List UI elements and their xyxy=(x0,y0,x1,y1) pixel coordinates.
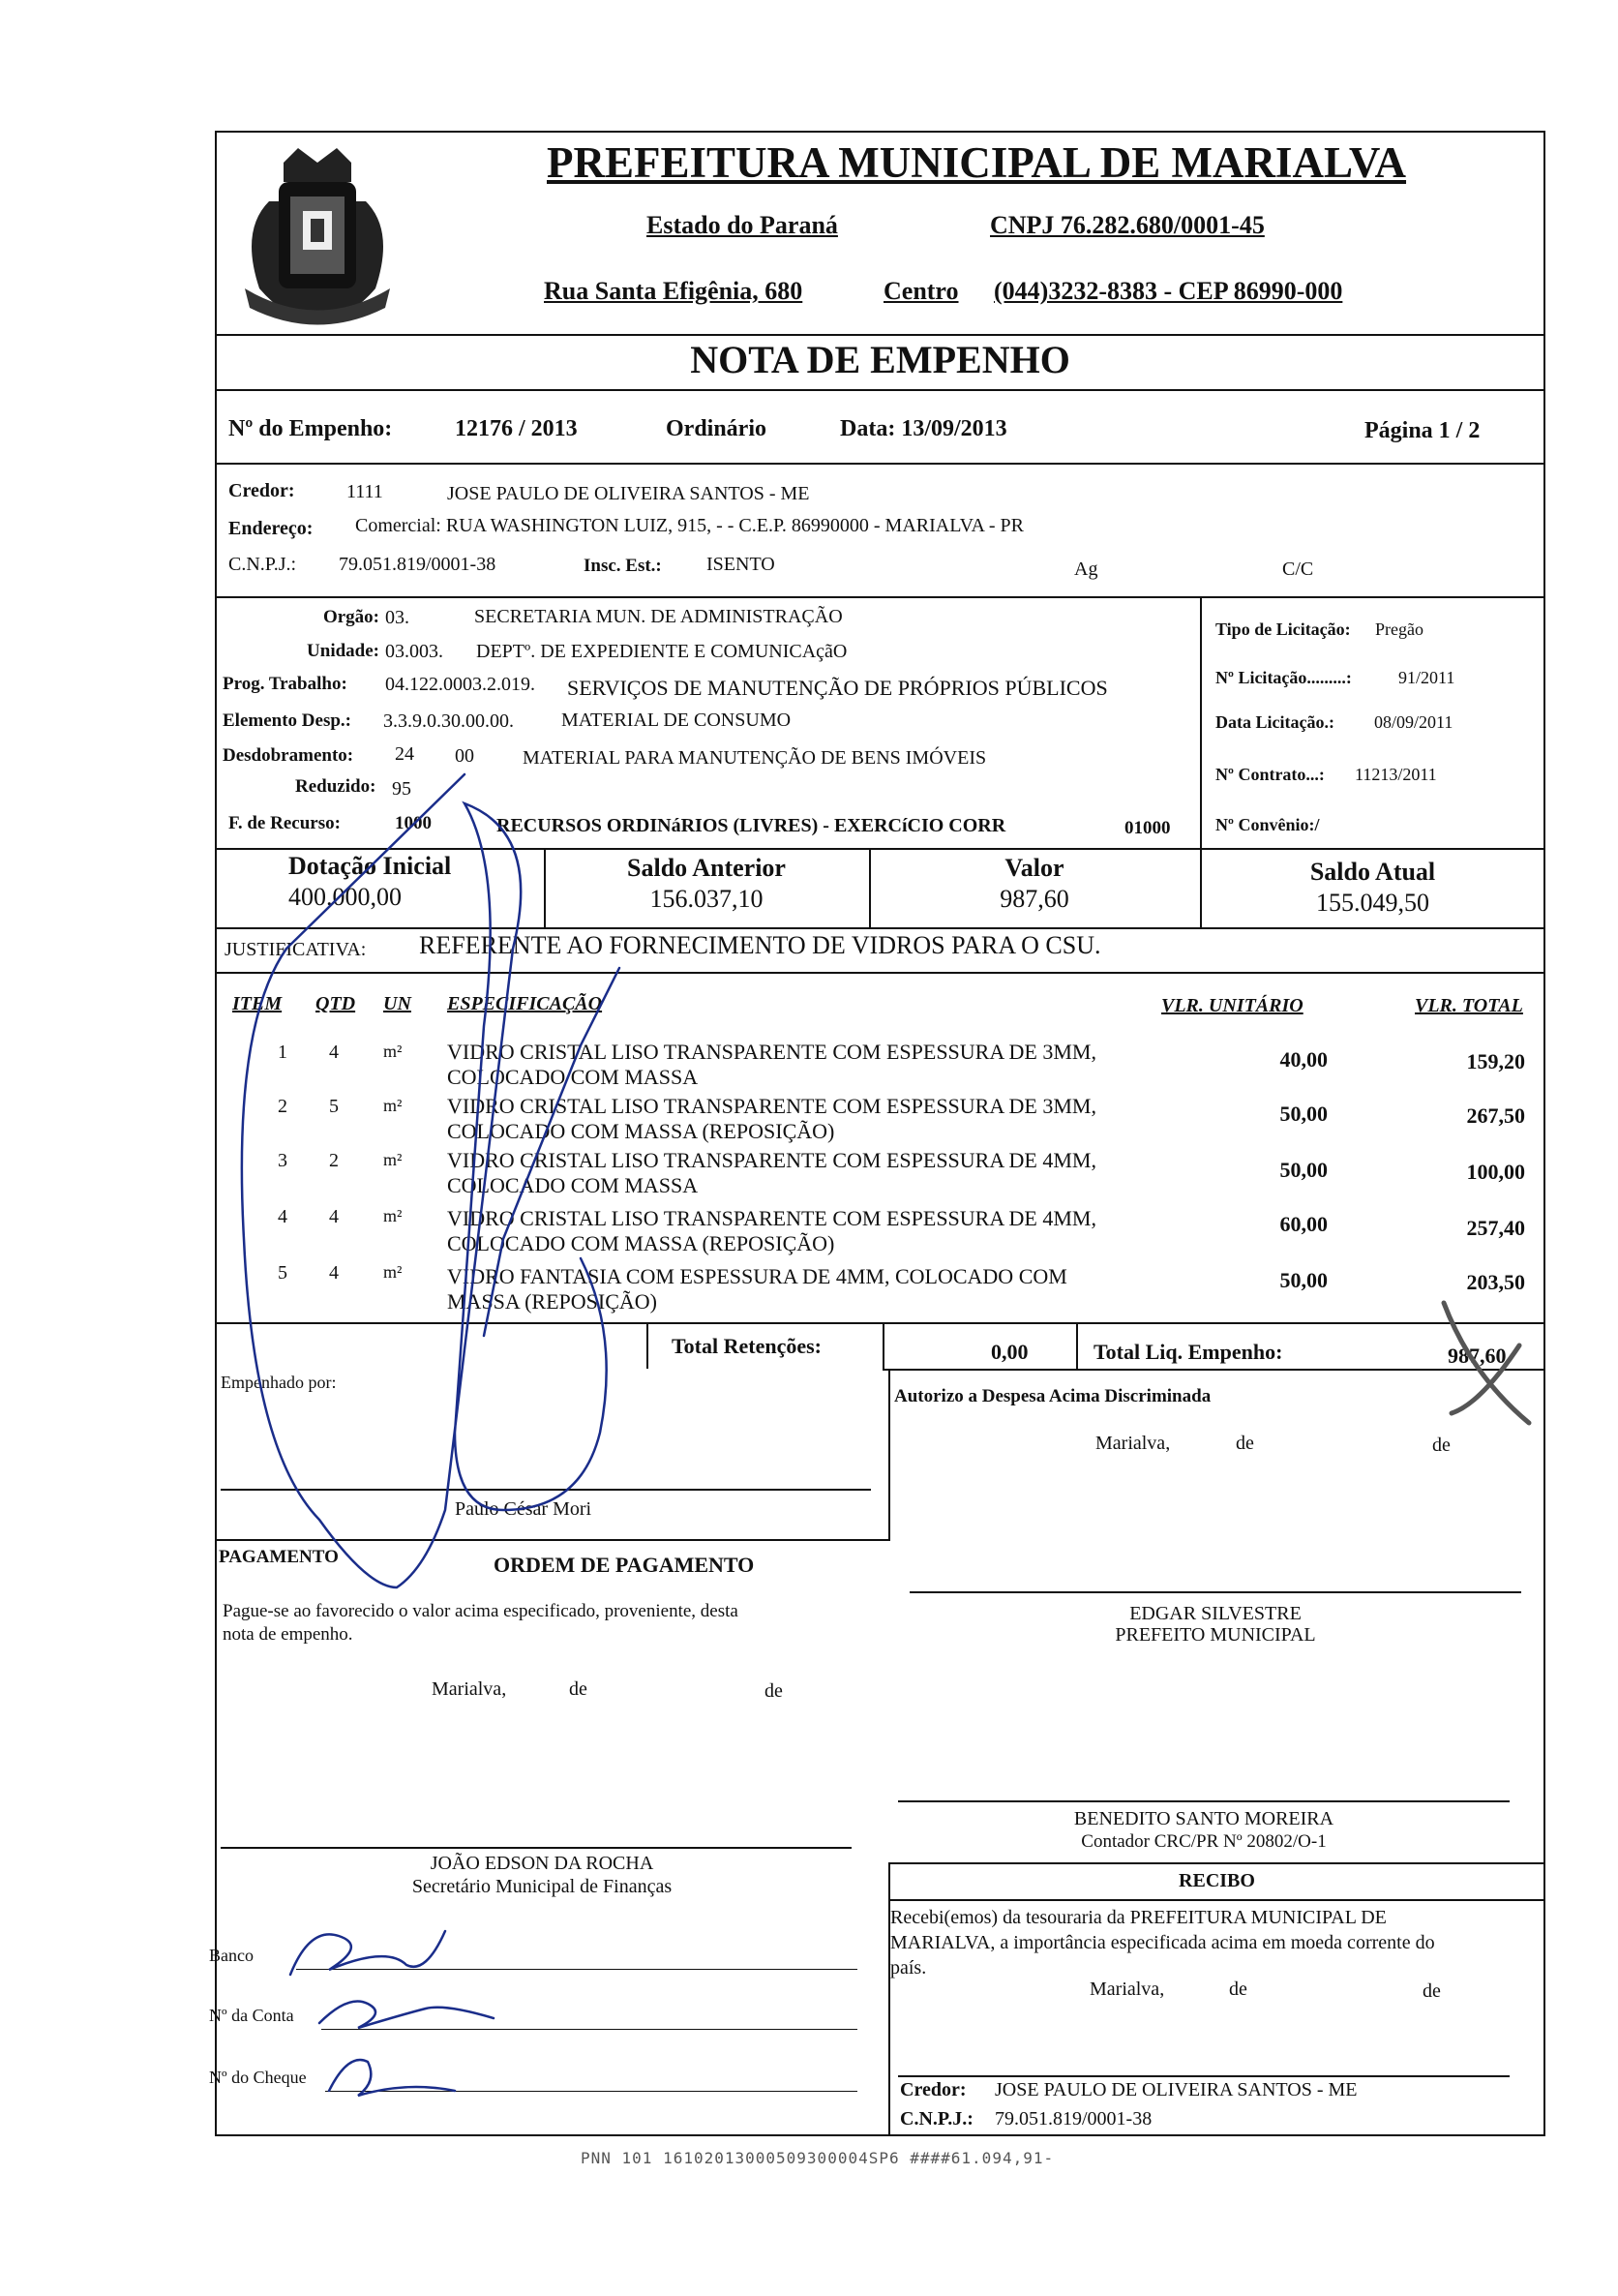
conta-label: Nº da Conta xyxy=(209,2006,294,2025)
elemento-code: 3.3.9.0.30.00.00. xyxy=(383,710,514,732)
unidade-code: 03.003. xyxy=(385,641,443,662)
cc-label: C/C xyxy=(1282,559,1314,580)
item-qtd: 4 xyxy=(329,1206,339,1227)
convenio-label: Nº Convênio:/ xyxy=(1215,815,1320,834)
elemento-label: Elemento Desp.: xyxy=(223,710,351,731)
recibo-text1: Recebi(emos) da tesouraria da PREFEITURA MUNICIPAL DE xyxy=(890,1907,1387,1928)
item-number: 2 xyxy=(278,1096,287,1117)
dotacao-inicial-label: Dotação Inicial xyxy=(288,852,452,880)
item-number: 3 xyxy=(278,1150,287,1171)
contrato-label: Nº Contrato...: xyxy=(1215,765,1325,784)
insc-value: ISENTO xyxy=(706,554,775,575)
col-especificacao: ESPECIFICAÇÃO xyxy=(447,993,603,1014)
credor-label: Credor: xyxy=(228,480,295,501)
item-unit: m² xyxy=(383,1206,403,1225)
item-vlr-unitario: 50,00 xyxy=(1279,1158,1328,1182)
saldo-atual-label: Saldo Atual xyxy=(1309,858,1436,886)
num-licitacao-label: Nº Licitação.........: xyxy=(1215,668,1352,687)
desdobramento-code2: 00 xyxy=(455,745,474,767)
signature-banco xyxy=(290,1931,445,1975)
item-qtd: 4 xyxy=(329,1262,339,1284)
secretario-cargo: Secretário Municipal de Finanças xyxy=(411,1876,673,1897)
item-vlr-total: 267,50 xyxy=(1466,1103,1525,1128)
reduzido-value: 95 xyxy=(392,778,411,800)
cnpj-value: 79.051.819/0001-38 xyxy=(339,554,496,575)
rodape-cnpj-label: C.N.P.J.: xyxy=(900,2108,974,2130)
cheque-label: Nº do Cheque xyxy=(209,2068,307,2087)
pagamento-text2: nota de empenho. xyxy=(223,1624,353,1645)
orgao-label: Orgão: xyxy=(322,607,379,627)
recurso-desc: RECURSOS ORDINáRIOS (LIVRES) - EXERCíCIO CORR xyxy=(496,815,1006,836)
insc-label: Insc. Est.: xyxy=(584,556,662,576)
total-liq-label: Total Liq. Empenho: xyxy=(1094,1340,1283,1364)
rodape-cnpj-value: 79.051.819/0001-38 xyxy=(995,2108,1153,2130)
address-phone-cep: (044)3232-8383 - CEP 86990-000 xyxy=(994,277,1343,305)
valor-value: 987,60 xyxy=(1000,885,1069,913)
prog-desc: SERVIÇOS DE MANUTENÇÃO DE PRÓPRIOS PÚBLICOS xyxy=(567,676,1108,700)
item-unit: m² xyxy=(383,1042,403,1061)
item-spec-line1: VIDRO CRISTAL LISO TRANSPARENTE COM ESPESSURA DE 3MM, xyxy=(447,1040,1096,1064)
item-vlr-unitario: 50,00 xyxy=(1279,1102,1328,1126)
desdobramento-desc: MATERIAL PARA MANUTENÇÃO DE BENS IMÓVEIS xyxy=(523,747,987,769)
recurso-label: F. de Recurso: xyxy=(228,813,341,833)
recurso-code: 1000 xyxy=(395,813,432,833)
empenho-number: 12176 / 2013 xyxy=(455,416,578,441)
col-vlr-unitario: VLR. UNITÁRIO xyxy=(1161,995,1303,1016)
ordem-pagamento: ORDEM DE PAGAMENTO xyxy=(494,1553,755,1577)
item-vlr-unitario: 40,00 xyxy=(1279,1047,1328,1072)
data-licitacao-label: Data Licitação.: xyxy=(1215,712,1334,732)
item-unit: m² xyxy=(383,1262,403,1282)
item-spec-line2: COLOCADO COM MASSA (REPOSIÇÃO) xyxy=(447,1231,835,1255)
item-vlr-total: 203,50 xyxy=(1466,1270,1525,1294)
item-unit: m² xyxy=(383,1150,403,1169)
contador-nome: BENEDITO SANTO MOREIRA xyxy=(1073,1808,1334,1829)
prog-label: Prog. Trabalho: xyxy=(223,674,347,694)
recibo-title: RECIBO xyxy=(1179,1870,1255,1891)
address-district: Centro xyxy=(884,277,959,305)
desdobramento-label: Desdobramento: xyxy=(223,745,354,766)
page-title: PREFEITURA MUNICIPAL DE MARIALVA xyxy=(547,138,1407,187)
orgao-desc: SECRETARIA MUN. DE ADMINISTRAÇÃO xyxy=(474,606,843,627)
recurso-code2: 01000 xyxy=(1124,818,1171,838)
pen-stroke-check xyxy=(1444,1303,1529,1423)
desdobramento-code1: 24 xyxy=(395,743,414,765)
cnpj-label: C.N.P.J.: xyxy=(228,554,297,575)
item-number: 1 xyxy=(278,1042,287,1063)
saldo-atual-value: 155.049,50 xyxy=(1316,889,1429,917)
ag-label: Ag xyxy=(1074,559,1098,580)
elemento-desc: MATERIAL DE CONSUMO xyxy=(561,710,792,731)
recibo-de2: de xyxy=(1423,1980,1441,2002)
item-vlr-unitario: 50,00 xyxy=(1279,1268,1328,1292)
item-spec-line2: COLOCADO COM MASSA (REPOSIÇÃO) xyxy=(447,1119,835,1143)
empenhado-label: Empenhado por: xyxy=(221,1373,337,1392)
pagamento-label: PAGAMENTO xyxy=(219,1547,339,1567)
recibo-text3: país. xyxy=(890,1957,927,1979)
data-licitacao-value: 08/09/2011 xyxy=(1374,712,1453,732)
page-number: Página 1 / 2 xyxy=(1364,418,1481,443)
banco-label: Banco xyxy=(209,1946,254,1965)
item-number: 5 xyxy=(278,1262,287,1284)
recibo-de1: de xyxy=(1229,1979,1247,2000)
prefeito-cargo: PREFEITO MUNICIPAL xyxy=(1115,1624,1316,1646)
rodape-credor-label: Credor: xyxy=(900,2079,967,2100)
tipo-licitacao-label: Tipo de Licitação: xyxy=(1215,619,1351,639)
doc-title: NOTA DE EMPENHO xyxy=(690,338,1070,381)
secretario-nome: JOÃO EDSON DA ROCHA xyxy=(430,1853,654,1874)
recibo-text2: MARIALVA, a importância especificada acima em moeda corrente do xyxy=(890,1932,1435,1953)
saldo-anterior-label: Saldo Anterior xyxy=(627,854,786,882)
signature-cheque xyxy=(329,2060,455,2096)
valor-label: Valor xyxy=(1004,854,1064,882)
prefeito-nome: EDGAR SILVESTRE xyxy=(1129,1603,1302,1624)
orgao-code: 03. xyxy=(385,607,409,628)
col-item: ITEM xyxy=(232,993,283,1014)
item-qtd: 4 xyxy=(329,1042,339,1063)
contrato-value: 11213/2011 xyxy=(1355,765,1437,784)
total-liq-value: 987,60 xyxy=(1448,1344,1507,1368)
item-vlr-total: 159,20 xyxy=(1466,1049,1525,1073)
prog-code: 04.122.0003.2.019. xyxy=(385,674,535,695)
item-spec-line2: COLOCADO COM MASSA xyxy=(447,1173,699,1197)
autorizo-city: Marialva, xyxy=(1095,1433,1171,1454)
reduzido-label: Reduzido: xyxy=(295,776,376,797)
autorizo-de2: de xyxy=(1432,1435,1451,1456)
unidade-desc: DEPTº. DE EXPEDIENTE E COMUNICAçãO xyxy=(476,641,848,662)
col-vlr-total: VLR. TOTAL xyxy=(1415,995,1523,1016)
pagamento-de2: de xyxy=(764,1680,783,1702)
item-spec-line2: COLOCADO COM MASSA xyxy=(447,1065,699,1089)
credor-name: JOSE PAULO DE OLIVEIRA SANTOS - ME xyxy=(447,483,810,504)
col-qtd: QTD xyxy=(315,993,356,1014)
tipo-licitacao-value: Pregão xyxy=(1375,619,1423,639)
credor-code: 1111 xyxy=(346,481,383,502)
address-street: Rua Santa Efigênia, 680 xyxy=(544,277,803,305)
pagamento-text1: Pague-se ao favorecido o valor acima especificado, proveniente, desta xyxy=(223,1601,738,1621)
unidade-label: Unidade: xyxy=(307,641,379,661)
item-qtd: 5 xyxy=(329,1096,339,1117)
item-qtd: 2 xyxy=(329,1150,339,1171)
pen-stroke-large-loop xyxy=(242,774,607,1587)
dotacao-inicial-value: 400.000,00 xyxy=(288,883,402,911)
item-spec-line1: VIDRO FANTASIA COM ESPESSURA DE 4MM, COLOCADO COM xyxy=(447,1264,1067,1288)
barcode-line: PNN 101 16102013000509300004SP6 ####61.094,91- xyxy=(581,2149,1055,2167)
justificativa-label: JUSTIFICATIVA: xyxy=(225,939,367,960)
col-un: UN xyxy=(383,993,411,1014)
empenho-date: Data: 13/09/2013 xyxy=(840,416,1007,441)
pagamento-city: Marialva, xyxy=(432,1678,507,1700)
justificativa-text: REFERENTE AO FORNECIMENTO DE VIDROS PARA O CSU. xyxy=(419,931,1101,959)
estado-label: Estado do Paraná xyxy=(646,211,838,239)
item-unit: m² xyxy=(383,1096,403,1115)
empenho-type: Ordinário xyxy=(666,416,767,441)
pagamento-de1: de xyxy=(569,1678,587,1700)
num-licitacao-value: 91/2011 xyxy=(1398,668,1455,687)
item-vlr-unitario: 60,00 xyxy=(1279,1212,1328,1236)
signature-conta xyxy=(319,2002,494,2029)
item-spec-line1: VIDRO CRISTAL LISO TRANSPARENTE COM ESPESSURA DE 4MM, xyxy=(447,1206,1096,1230)
empenhado-nome: Paulo César Mori xyxy=(455,1498,592,1520)
saldo-anterior-value: 156.037,10 xyxy=(649,885,764,913)
item-number: 4 xyxy=(278,1206,287,1227)
autorizo-text: Autorizo a Despesa Acima Discriminada xyxy=(894,1386,1212,1406)
total-retencoes-value: 0,00 xyxy=(991,1340,1029,1364)
item-spec-line1: VIDRO CRISTAL LISO TRANSPARENTE COM ESPESSURA DE 4MM, xyxy=(447,1148,1096,1172)
item-vlr-total: 257,40 xyxy=(1466,1216,1525,1240)
total-retencoes-label: Total Retenções: xyxy=(672,1334,822,1358)
endereco-value: Comercial: RUA WASHINGTON LUIZ, 915, - - C.E.P. 86990000 - MARIALVA - PR xyxy=(355,515,1024,536)
rodape-credor-value: JOSE PAULO DE OLIVEIRA SANTOS - ME xyxy=(995,2079,1358,2100)
contador-cargo: Contador CRC/PR Nº 20802/O-1 xyxy=(1081,1831,1327,1852)
item-vlr-total: 100,00 xyxy=(1466,1160,1525,1184)
empenho-label: Nº do Empenho: xyxy=(228,416,393,441)
item-spec-line1: VIDRO CRISTAL LISO TRANSPARENTE COM ESPESSURA DE 3MM, xyxy=(447,1094,1096,1118)
endereco-label: Endereço: xyxy=(228,518,314,539)
recibo-city: Marialva, xyxy=(1090,1979,1165,2000)
autorizo-de1: de xyxy=(1236,1433,1254,1454)
cnpj-header: CNPJ 76.282.680/0001-45 xyxy=(990,211,1265,239)
item-spec-line2: MASSA (REPOSIÇÃO) xyxy=(447,1289,657,1314)
